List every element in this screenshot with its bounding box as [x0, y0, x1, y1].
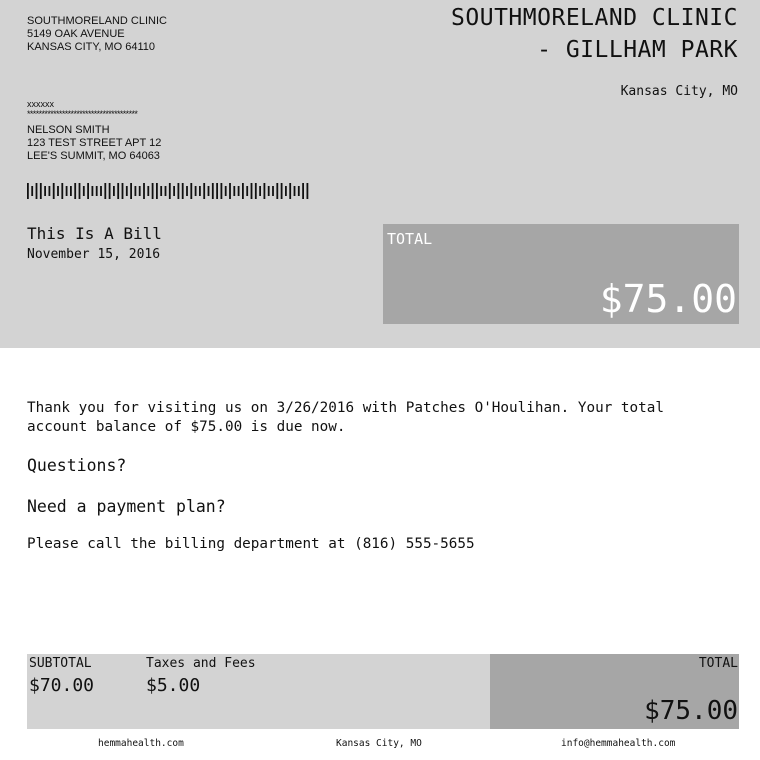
barcode-bar [156, 183, 158, 199]
barcode-bar [276, 183, 278, 199]
barcode-bar [79, 183, 81, 199]
mailing-stars: ************************************** [27, 109, 138, 119]
taxes-label: Taxes and Fees [146, 656, 256, 671]
barcode-bar [87, 183, 89, 199]
barcode-bar [268, 186, 270, 196]
subtotal-amount: $70.00 [29, 675, 95, 696]
barcode-bar [178, 183, 180, 199]
barcode-bar [70, 186, 72, 196]
barcode-bar [208, 186, 210, 196]
questions-heading: Questions? [27, 456, 127, 475]
barcode-bar [165, 186, 167, 196]
barcode-bar [169, 183, 171, 199]
recipient-address [27, 124, 161, 163]
barcode-bar [242, 183, 244, 199]
barcode-bar [53, 183, 55, 199]
total-label: TOTAL [387, 230, 433, 248]
barcode-bar [281, 183, 283, 199]
barcode-bar [152, 183, 154, 199]
barcode-bar [294, 186, 296, 196]
barcode-bar [307, 183, 309, 199]
barcode-bar [182, 183, 184, 199]
payment-plan-heading: Need a payment plan? [27, 497, 226, 516]
sender-address [27, 15, 167, 54]
barcode-bar [298, 186, 300, 196]
summary-total-box [490, 654, 739, 729]
barcode-bar [92, 186, 94, 196]
bill-date: November 15, 2016 [27, 247, 161, 262]
recipient-street: 123 TEST STREET APT 12 [27, 137, 162, 149]
barcode-bar [49, 186, 51, 196]
clinic-title-line2: - GILLHAM PARK [537, 37, 738, 63]
subtotal-label: SUBTOTAL [29, 656, 92, 671]
barcode-bar [66, 186, 68, 196]
sender-name: SOUTHMORELAND CLINIC [27, 15, 167, 27]
bill-header [0, 0, 760, 348]
barcode-bar [255, 183, 257, 199]
recipient-name: NELSON SMITH [27, 124, 110, 136]
clinic-city: Kansas City, MO [620, 84, 738, 99]
barcode-bar [199, 186, 201, 196]
total-amount: $75.00 [599, 277, 737, 321]
barcode-bar [96, 186, 98, 196]
barcode-bar [31, 186, 33, 196]
mailing-code: xxxxxx [27, 99, 54, 109]
footer-city: Kansas City, MO [336, 738, 422, 749]
barcode-bar [251, 183, 253, 199]
barcode-bar [36, 183, 38, 199]
barcode-bar [139, 186, 141, 196]
visit-message: Thank you for visiting us on 3/26/2016 with Patches O'Houlihan. Your total account balance of $75.00 is due now. [27, 400, 664, 435]
summary-total-label: TOTAL [698, 656, 738, 671]
barcode-bar [229, 183, 231, 199]
recipient-city: LEE'S SUMMIT, MO 64063 [27, 150, 160, 162]
barcode-bar [100, 186, 102, 196]
barcode-bar [126, 186, 128, 196]
summary-bar [27, 654, 739, 729]
barcode-bar [122, 183, 124, 199]
barcode-bar [302, 183, 304, 199]
barcode-bar [272, 186, 274, 196]
barcode-bar [216, 183, 218, 199]
barcode-bar [57, 186, 59, 196]
barcode-bar [221, 183, 223, 199]
sender-street: 5149 OAK AVENUE [27, 28, 125, 40]
barcode-bar [147, 186, 149, 196]
barcode-bar [264, 183, 266, 199]
barcode-bar [74, 183, 76, 199]
barcode-bar [195, 186, 197, 196]
billing-call-note: Please call the billing department at (816) 555-5655 [27, 536, 475, 552]
footer-email[interactable]: info@hemmahealth.com [561, 738, 676, 749]
barcode-bar [186, 186, 188, 196]
clinic-title [378, 2, 738, 66]
barcode-bar [259, 186, 261, 196]
barcode-bar [40, 183, 42, 199]
barcode-bar [160, 186, 162, 196]
barcode-bar [109, 183, 111, 199]
barcode-bar [61, 183, 63, 199]
subtotal-column [29, 656, 94, 697]
barcode-bar [44, 186, 46, 196]
barcode-bar [83, 186, 85, 196]
barcode-bar [190, 183, 192, 199]
barcode-bar [173, 186, 175, 196]
postal-barcode [27, 182, 312, 200]
barcode-bar [135, 186, 137, 196]
barcode-bar [238, 186, 240, 196]
barcode-bar [203, 183, 205, 199]
barcode-bar [246, 186, 248, 196]
barcode-bar [285, 186, 287, 196]
summary-total-amount: $75.00 [644, 696, 738, 726]
barcode-bar [143, 183, 145, 199]
barcode-bar [117, 183, 119, 199]
taxes-amount: $5.00 [146, 675, 201, 696]
barcode-bar [104, 183, 106, 199]
total-box [383, 224, 739, 324]
barcode-bar [233, 186, 235, 196]
barcode-bar [27, 183, 29, 199]
barcode-bar [212, 183, 214, 199]
sender-city: KANSAS CITY, MO 64110 [27, 41, 155, 53]
footer-website[interactable]: hemmahealth.com [98, 738, 184, 749]
barcode-bar [225, 186, 227, 196]
taxes-column [146, 656, 256, 697]
barcode-bar [289, 183, 291, 199]
clinic-title-line1: SOUTHMORELAND CLINIC [451, 5, 738, 31]
barcode-bar [130, 183, 132, 199]
bill-title: This Is A Bill [27, 224, 162, 243]
barcode-bar [113, 186, 115, 196]
